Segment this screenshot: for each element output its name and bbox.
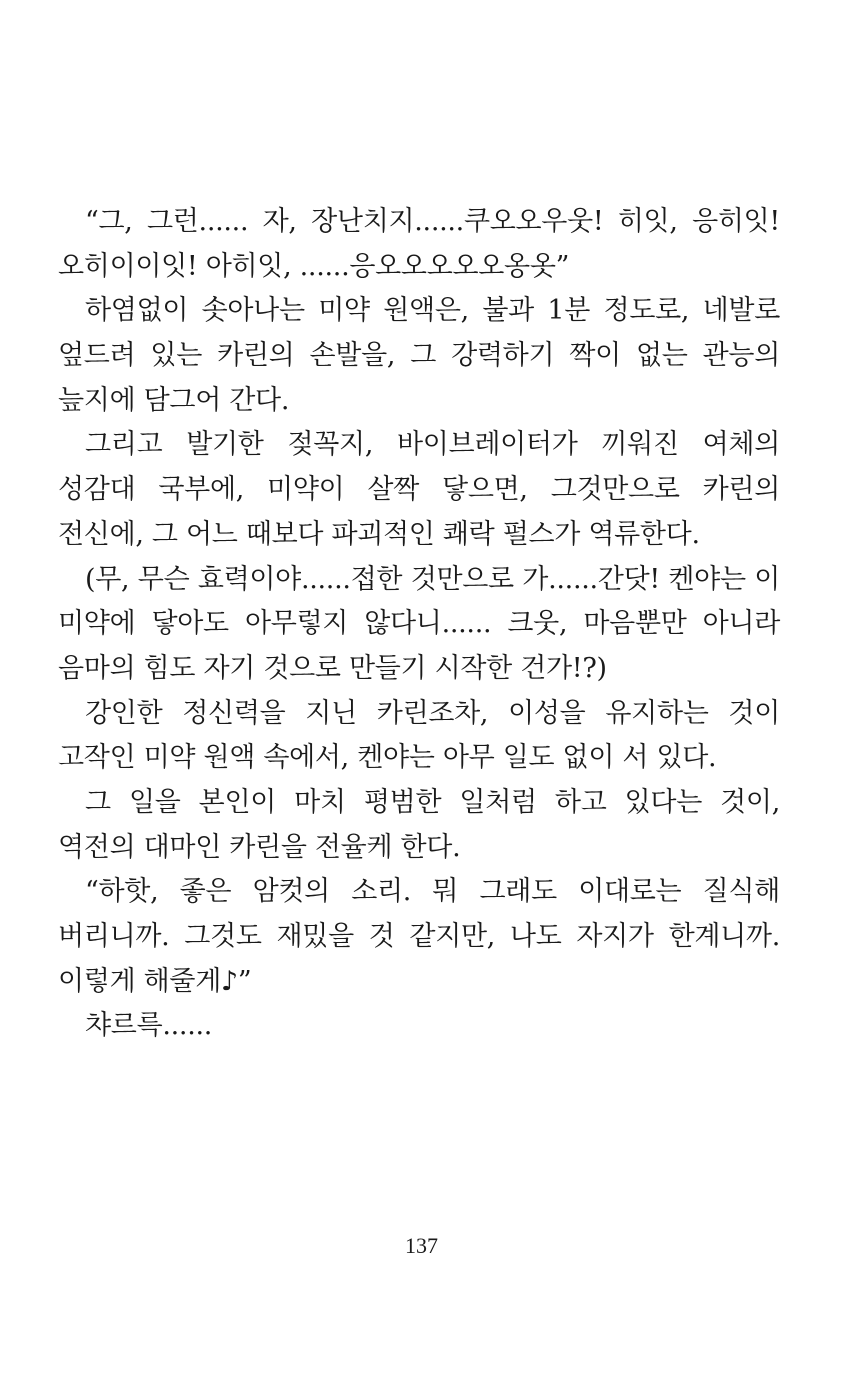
text-line: “하핫, 좋은 암컷의 소리. 뭐 그래도 이대로는 질식해 bbox=[85, 876, 780, 908]
text-line: 이렇게 해줄게♪” bbox=[58, 965, 252, 997]
text-line: 강인한 정신력을 지닌 카린조차, 이성을 유지하는 것이 bbox=[85, 697, 780, 729]
text-line: 하염없이 솟아나는 미약 원액은, 불과 1분 정도로, 네발로 bbox=[85, 295, 780, 327]
text-line: 오히이이잇! 아히잇, ......응오오오오오옹옷” bbox=[58, 250, 570, 282]
page-number: 137 bbox=[405, 1233, 438, 1258]
text-line: 미약에 닿아도 아무렇지 않다니...... 크웃, 마음뿐만 아니라 bbox=[58, 608, 780, 640]
text-line: 버리니까. 그것도 재밌을 것 같지만, 나도 자지가 한계니까. bbox=[58, 921, 780, 952]
text-line: 엎드려 있는 카린의 손발을, 그 강력하기 짝이 없는 관능의 bbox=[58, 340, 780, 372]
text-line: 늪지에 담그어 간다. bbox=[58, 384, 290, 416]
text-line: 전신에, 그 어느 때보다 파괴적인 쾌락 펄스가 역류한다. bbox=[58, 518, 700, 550]
text-line: 역전의 대마인 카린을 전율케 한다. bbox=[58, 831, 461, 863]
text-line: 그리고 발기한 젖꼭지, 바이브레이터가 끼워진 여체의 bbox=[85, 429, 780, 461]
text-line: 그 일을 본인이 마치 평범한 일처럼 하고 있다는 것이, bbox=[85, 786, 780, 818]
text-line: 음마의 힘도 자기 것으로 만들기 시작한 건가!?) bbox=[58, 652, 607, 684]
text-line: 성감대 국부에, 미약이 살짝 닿으면, 그것만으로 카린의 bbox=[58, 474, 780, 506]
text-line: (무, 무슨 효력이야......접한 것만으로 가......간닷! 켄야는 이 bbox=[85, 563, 780, 595]
text-line: “그, 그런...... 자, 장난치지......쿠오오우웃! 히잇, 응히잇! bbox=[85, 206, 780, 237]
body-text bbox=[58, 200, 780, 1049]
text-line: 챠르륵...... bbox=[85, 1010, 213, 1042]
text-line: 고작인 미약 원액 속에서, 켄야는 아무 일도 없이 서 있다. bbox=[58, 742, 717, 774]
